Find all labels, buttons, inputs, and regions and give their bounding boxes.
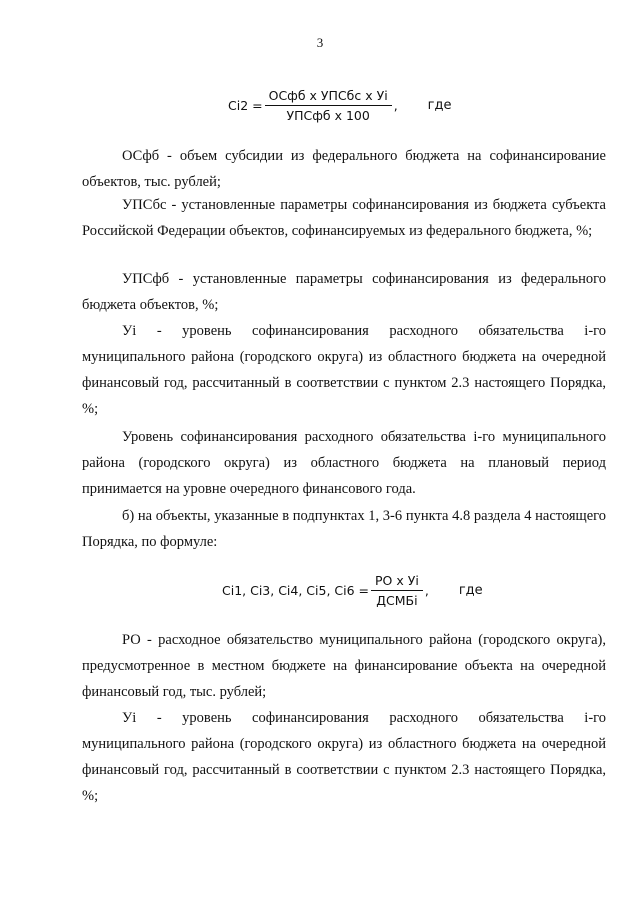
formula-fraction (265, 88, 392, 123)
paragraph-ro: РО - расходное обязательство муниципального района (городского округа), предусмотренное в местном бюджете на финансирование объекта на очередной финансовый год, тыс. рублей; (82, 632, 606, 700)
formula-ci2 (228, 88, 452, 123)
formula-ci1-ci6 (222, 573, 483, 608)
formula-comma: , (393, 98, 398, 113)
page-number: 3 (316, 35, 324, 50)
paragraph-upsbs: УПСбс - установленные параметры софинансирования из бюджета субъекта Российской Федерации объектов, софинансируемых из федерального бюджета, %; (82, 197, 606, 239)
paragraph-osfb: ОСфб - объем субсидии из федерального бюджета на софинансирование объектов, тыс. рублей; (82, 148, 606, 190)
paragraph-ui-2: Уi - уровень софинансирования расходного обязательства i-го муниципального района (городского округа) из областного бюджета на очередной финансовый год, рассчитанный в соответствии с пунктом 2.3 настоящего Порядка, %; (82, 710, 606, 804)
paragraph-upsfb: УПСфб - установленные параметры софинансирования из федерального бюджета объектов, %; (82, 271, 606, 313)
formula-where: где (427, 98, 452, 113)
formula-lhs: Ci2 = (228, 98, 263, 113)
formula-numerator: ОСфб x УПСбс x Уi (265, 88, 392, 106)
formula-denominator: УПСфб x 100 (286, 108, 370, 123)
formula-comma: , (424, 583, 429, 598)
paragraph-ui-1: Уi - уровень софинансирования расходного обязательства i-го муниципального района (городского округа) из областного бюджета на очередной финансовый год, рассчитанный в соответствии с пунктом 2.3 настоящего Порядка, %; (82, 323, 606, 417)
paragraph-level: Уровень софинансирования расходного обязательства i-го муниципального района (городского округа) из областного бюджета на плановый период принимается на уровне очередного финансового года. (82, 429, 606, 497)
formula-denominator: ДСМБi (376, 593, 418, 608)
formula-lhs: Ci1, Ci3, Ci4, Ci5, Ci6 = (222, 583, 370, 598)
formula-numerator: РО x Уi (371, 573, 423, 591)
paragraph-b: б) на объекты, указанные в подпунктах 1, 3-6 пункта 4.8 раздела 4 настоящего Порядка, по формуле: (82, 508, 606, 550)
formula-where: где (458, 583, 483, 598)
formula-fraction (371, 573, 423, 608)
